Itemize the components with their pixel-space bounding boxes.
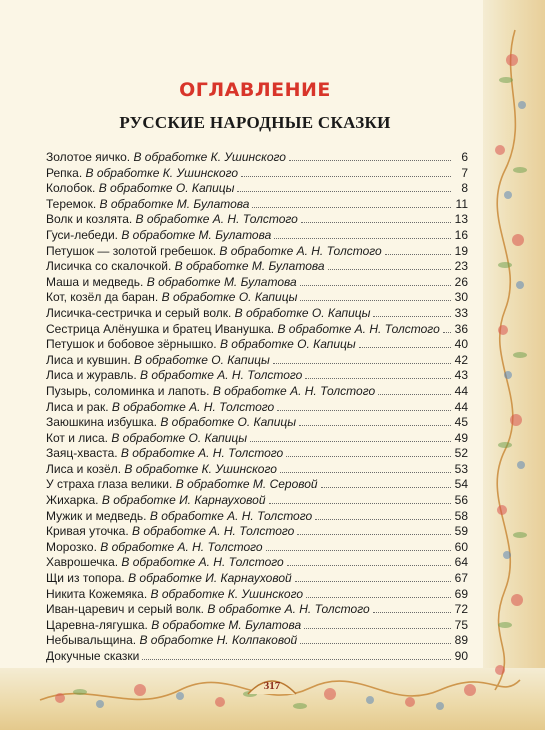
story-title: Докучные сказки [46,649,140,663]
toc-page-number: 90 [454,649,468,663]
toc-entry[interactable] [46,150,468,166]
toc-page-number: 52 [454,446,468,461]
toc-entry-title [46,228,271,244]
story-title: Хаврошечка. [46,555,119,570]
story-title: Пузырь, соломинка и лапоть. [46,383,210,398]
story-title: Репка. [46,165,83,180]
leader-dots [274,237,451,239]
story-editor: В обработке К. Ушинского [133,150,286,164]
toc-entry[interactable] [46,602,468,618]
toc-page-number: 59 [454,524,468,539]
toc-page-number: 8 [461,181,468,196]
toc-list [46,150,468,665]
leader-dots [241,175,451,177]
toc-entry[interactable] [46,228,468,244]
toc-entry[interactable] [46,618,468,634]
toc-entry-title [46,446,283,462]
story-editor: В обработке А. Н. Толстого [135,212,298,227]
leader-dots [301,221,451,223]
leader-dots [315,518,451,520]
toc-page-number: 16 [454,227,468,242]
story-title: Лиса и козёл. [46,461,122,476]
story-editor: В обработке А. Н. Толстого [121,555,284,570]
toc-entry[interactable] [46,290,468,306]
story-editor: В обработке К. Ушинского [85,165,239,180]
toc-entry[interactable] [46,555,468,571]
page-number: 317 [263,680,281,692]
story-title: Царевна-лягушка. [46,617,148,632]
toc-page-number: 33 [454,305,468,320]
toc-entry-title [46,462,277,478]
toc-entry-title [46,555,284,571]
toc-page-number: 19 [454,243,468,258]
toc-entry[interactable] [46,306,468,322]
story-editor: В обработке А. Н. Толстого [111,399,275,414]
story-editor: В обработке О. Капицы [161,290,298,305]
toc-entry[interactable] [46,509,468,525]
toc-page-number: 11 [455,196,468,211]
story-title: У страха глаза велики. [46,477,173,492]
story-title: Лиса и кувшин. [46,352,131,367]
toc-entry-title [46,197,249,213]
toc-page-number: 89 [454,633,468,648]
leader-dots [277,409,451,411]
leader-dots [142,658,451,660]
story-title: Гуси-лебеди. [46,227,118,242]
toc-page-number: 56 [454,493,468,508]
story-editor: В обработке А. Н. Толстого [149,508,313,523]
toc-entry[interactable] [46,337,468,353]
story-editor: В обработке К. Ушинского [124,461,277,476]
story-editor: В обработке М. Булатова [174,259,325,274]
toc-entry-title [46,633,297,649]
leader-dots [378,393,451,395]
toc-entry-title [46,477,318,493]
toc-entry[interactable] [46,368,468,384]
toc-page-number: 7 [461,165,468,180]
story-title: Жихарка. [46,493,99,508]
toc-page-number: 60 [454,539,468,554]
story-editor: В обработке А. Н. Толстого [100,539,263,554]
leader-dots [286,455,451,457]
toc-page-number: 67 [454,571,468,586]
toc-page-number: 44 [454,383,468,398]
toc-entry-title [46,587,303,603]
leader-dots [266,549,451,551]
toc-entry-title [46,259,325,275]
toc-entry-title [46,618,301,634]
story-editor: В обработке А. Н. Толстого [212,383,376,398]
toc-entry-title [46,322,440,338]
toc-entry-title [46,493,266,509]
toc-page-number: 69 [454,586,468,601]
leader-dots [321,486,451,488]
leader-dots [289,159,451,161]
toc-page-number: 13 [454,212,468,227]
story-title: Мужик и медведь. [46,508,147,523]
story-editor: В обработке О. Капицы [98,181,235,196]
toc-entry-title [46,290,297,306]
page-title: ОГЛАВЛЕНИЕ [179,79,331,101]
story-editor: В обработке М. Серовой [175,477,318,492]
toc-entry[interactable] [46,322,468,338]
table-of-contents [40,78,470,665]
toc-entry-title [46,166,238,182]
story-editor: В обработке О. Капицы [111,430,248,445]
story-editor: В обработке К. Ушинского [150,586,304,601]
toc-page-number: 23 [454,259,468,274]
story-editor: В обработке М. Булатова [151,617,302,632]
toc-entry-title [46,431,247,447]
leader-dots [306,596,451,598]
story-title: Никита Кожемяка. [46,586,148,601]
toc-entry-title [46,540,263,556]
toc-entry[interactable] [46,493,468,509]
story-editor: В обработке О. Капицы [134,352,270,367]
story-title: Небывальщина. [46,633,137,648]
leader-dots [305,377,451,379]
toc-page-number: 72 [454,602,468,617]
leader-dots [443,331,451,333]
toc-page-number: 42 [454,352,468,367]
toc-entry[interactable] [46,587,468,603]
story-editor: В обработке Н. Колпаковой [139,633,298,648]
leader-dots [373,611,451,613]
toc-entry-title [46,212,298,228]
story-editor: В обработке А. Н. Толстого [219,243,382,258]
story-editor: В обработке О. Капицы [160,415,297,430]
story-title: Кот и лиса. [46,430,108,445]
toc-entry[interactable] [46,571,468,587]
leader-dots [299,424,451,426]
story-editor: В обработке М. Булатова [121,227,272,242]
toc-page-number: 45 [454,415,468,430]
leader-dots [252,206,451,208]
toc-entry[interactable] [46,212,468,228]
toc-entry[interactable] [46,384,468,400]
toc-page-number: 26 [454,274,468,289]
toc-entry[interactable] [46,275,468,291]
toc-entry-title [46,244,382,260]
toc-page-number: 75 [454,617,468,632]
leader-dots [328,268,451,270]
toc-page-number: 44 [454,399,468,414]
toc-entry-title [46,353,270,369]
leader-dots [280,471,451,473]
toc-page-number: 30 [454,290,468,305]
leader-dots [273,362,451,364]
story-title: Петушок — золотой гребешок. [46,243,217,258]
toc-entry-title [46,400,274,416]
toc-entry[interactable] [46,540,468,556]
story-title: Петушок и бобовое зёрнышко. [46,337,217,352]
leader-dots [300,642,451,644]
story-title: Морозко. [46,539,97,554]
toc-entry-title [46,150,286,166]
story-title: Заяц-хваста. [46,446,118,461]
toc-entry-title [46,415,296,431]
toc-entry[interactable] [46,415,468,431]
toc-entry-title [46,524,294,540]
toc-entry[interactable] [46,431,468,447]
leader-dots [250,440,451,442]
section-title: РУССКИЕ НАРОДНЫЕ СКАЗКИ [119,113,391,132]
toc-page-number: 58 [454,508,468,523]
story-title: Колобок. [46,181,96,196]
story-title: Маша и медведь. [46,274,144,289]
toc-entry[interactable] [46,400,468,416]
story-title: Щи из топора. [46,571,125,586]
story-title: Заюшкина избушка. [46,415,157,430]
toc-entry-title [46,571,292,587]
story-title: Лиса и журавль. [46,368,137,383]
toc-entry-title [46,368,302,384]
story-editor: В обработке М. Булатова [99,196,250,211]
toc-page-number: 54 [454,477,468,492]
story-title: Теремок. [46,196,97,211]
toc-entry[interactable] [46,524,468,540]
toc-entry-title [46,306,370,322]
leader-dots [385,253,451,255]
toc-entry[interactable] [46,181,468,197]
leader-dots [359,346,451,348]
toc-entry-title [46,649,139,665]
leader-dots [287,564,451,566]
toc-page-number: 49 [454,430,468,445]
leader-dots [269,502,451,504]
toc-entry-title [46,509,312,525]
toc-page-number: 43 [454,368,468,383]
story-title: Лисичка-сестричка и серый волк. [46,305,232,320]
toc-entry-title [46,337,356,353]
toc-entry-title [46,384,375,400]
leader-dots [300,299,451,301]
toc-page-number: 53 [454,461,468,476]
leader-dots [237,190,451,192]
leader-dots [295,580,451,582]
story-title: Сестрица Алёнушка и братец Иванушка. [46,321,275,336]
story-title: Кот, козёл да баран. [46,290,159,305]
toc-page-number: 64 [454,555,468,570]
story-title: Лиса и рак. [46,399,109,414]
story-title: Кривая уточка. [46,524,129,539]
toc-entry[interactable] [46,197,468,213]
toc-entry[interactable] [46,244,468,260]
toc-entry[interactable] [46,649,468,665]
story-title: Золотое яичко. [46,150,131,164]
story-editor: В обработке А. Н. Толстого [120,446,284,461]
leader-dots [297,533,451,535]
toc-entry[interactable] [46,166,468,182]
toc-entry-title [46,275,297,291]
toc-entry-title [46,181,234,197]
toc-page-number: 6 [461,150,468,164]
toc-entry[interactable] [46,353,468,369]
toc-entry[interactable] [46,259,468,275]
story-editor: В обработке М. Булатова [146,274,297,289]
toc-entry-title [46,602,370,618]
story-editor: В обработке А. Н. Толстого [132,524,295,539]
leader-dots [373,315,451,317]
story-editor: В обработке О. Капицы [219,337,356,352]
story-title: Лисичка со скалочкой. [46,259,172,274]
toc-page-number: 36 [454,321,468,336]
toc-entry[interactable] [46,633,468,649]
story-editor: В обработке А. Н. Толстого [140,368,303,383]
story-editor: В обработке О. Капицы [234,305,371,320]
story-title: Иван-царевич и серый волк. [46,602,205,617]
story-title: Волк и козлята. [46,212,133,227]
toc-entry[interactable] [46,477,468,493]
story-editor: В обработке А. Н. Толстого [277,321,440,336]
leader-dots [304,627,451,629]
leader-dots [300,284,451,286]
toc-entry[interactable] [46,462,468,478]
toc-entry[interactable] [46,446,468,462]
toc-page-number: 40 [454,337,468,352]
story-editor: В обработке И. Карнауховой [101,493,266,508]
story-editor: В обработке А. Н. Толстого [207,602,370,617]
story-editor: В обработке И. Карнауховой [128,571,292,586]
